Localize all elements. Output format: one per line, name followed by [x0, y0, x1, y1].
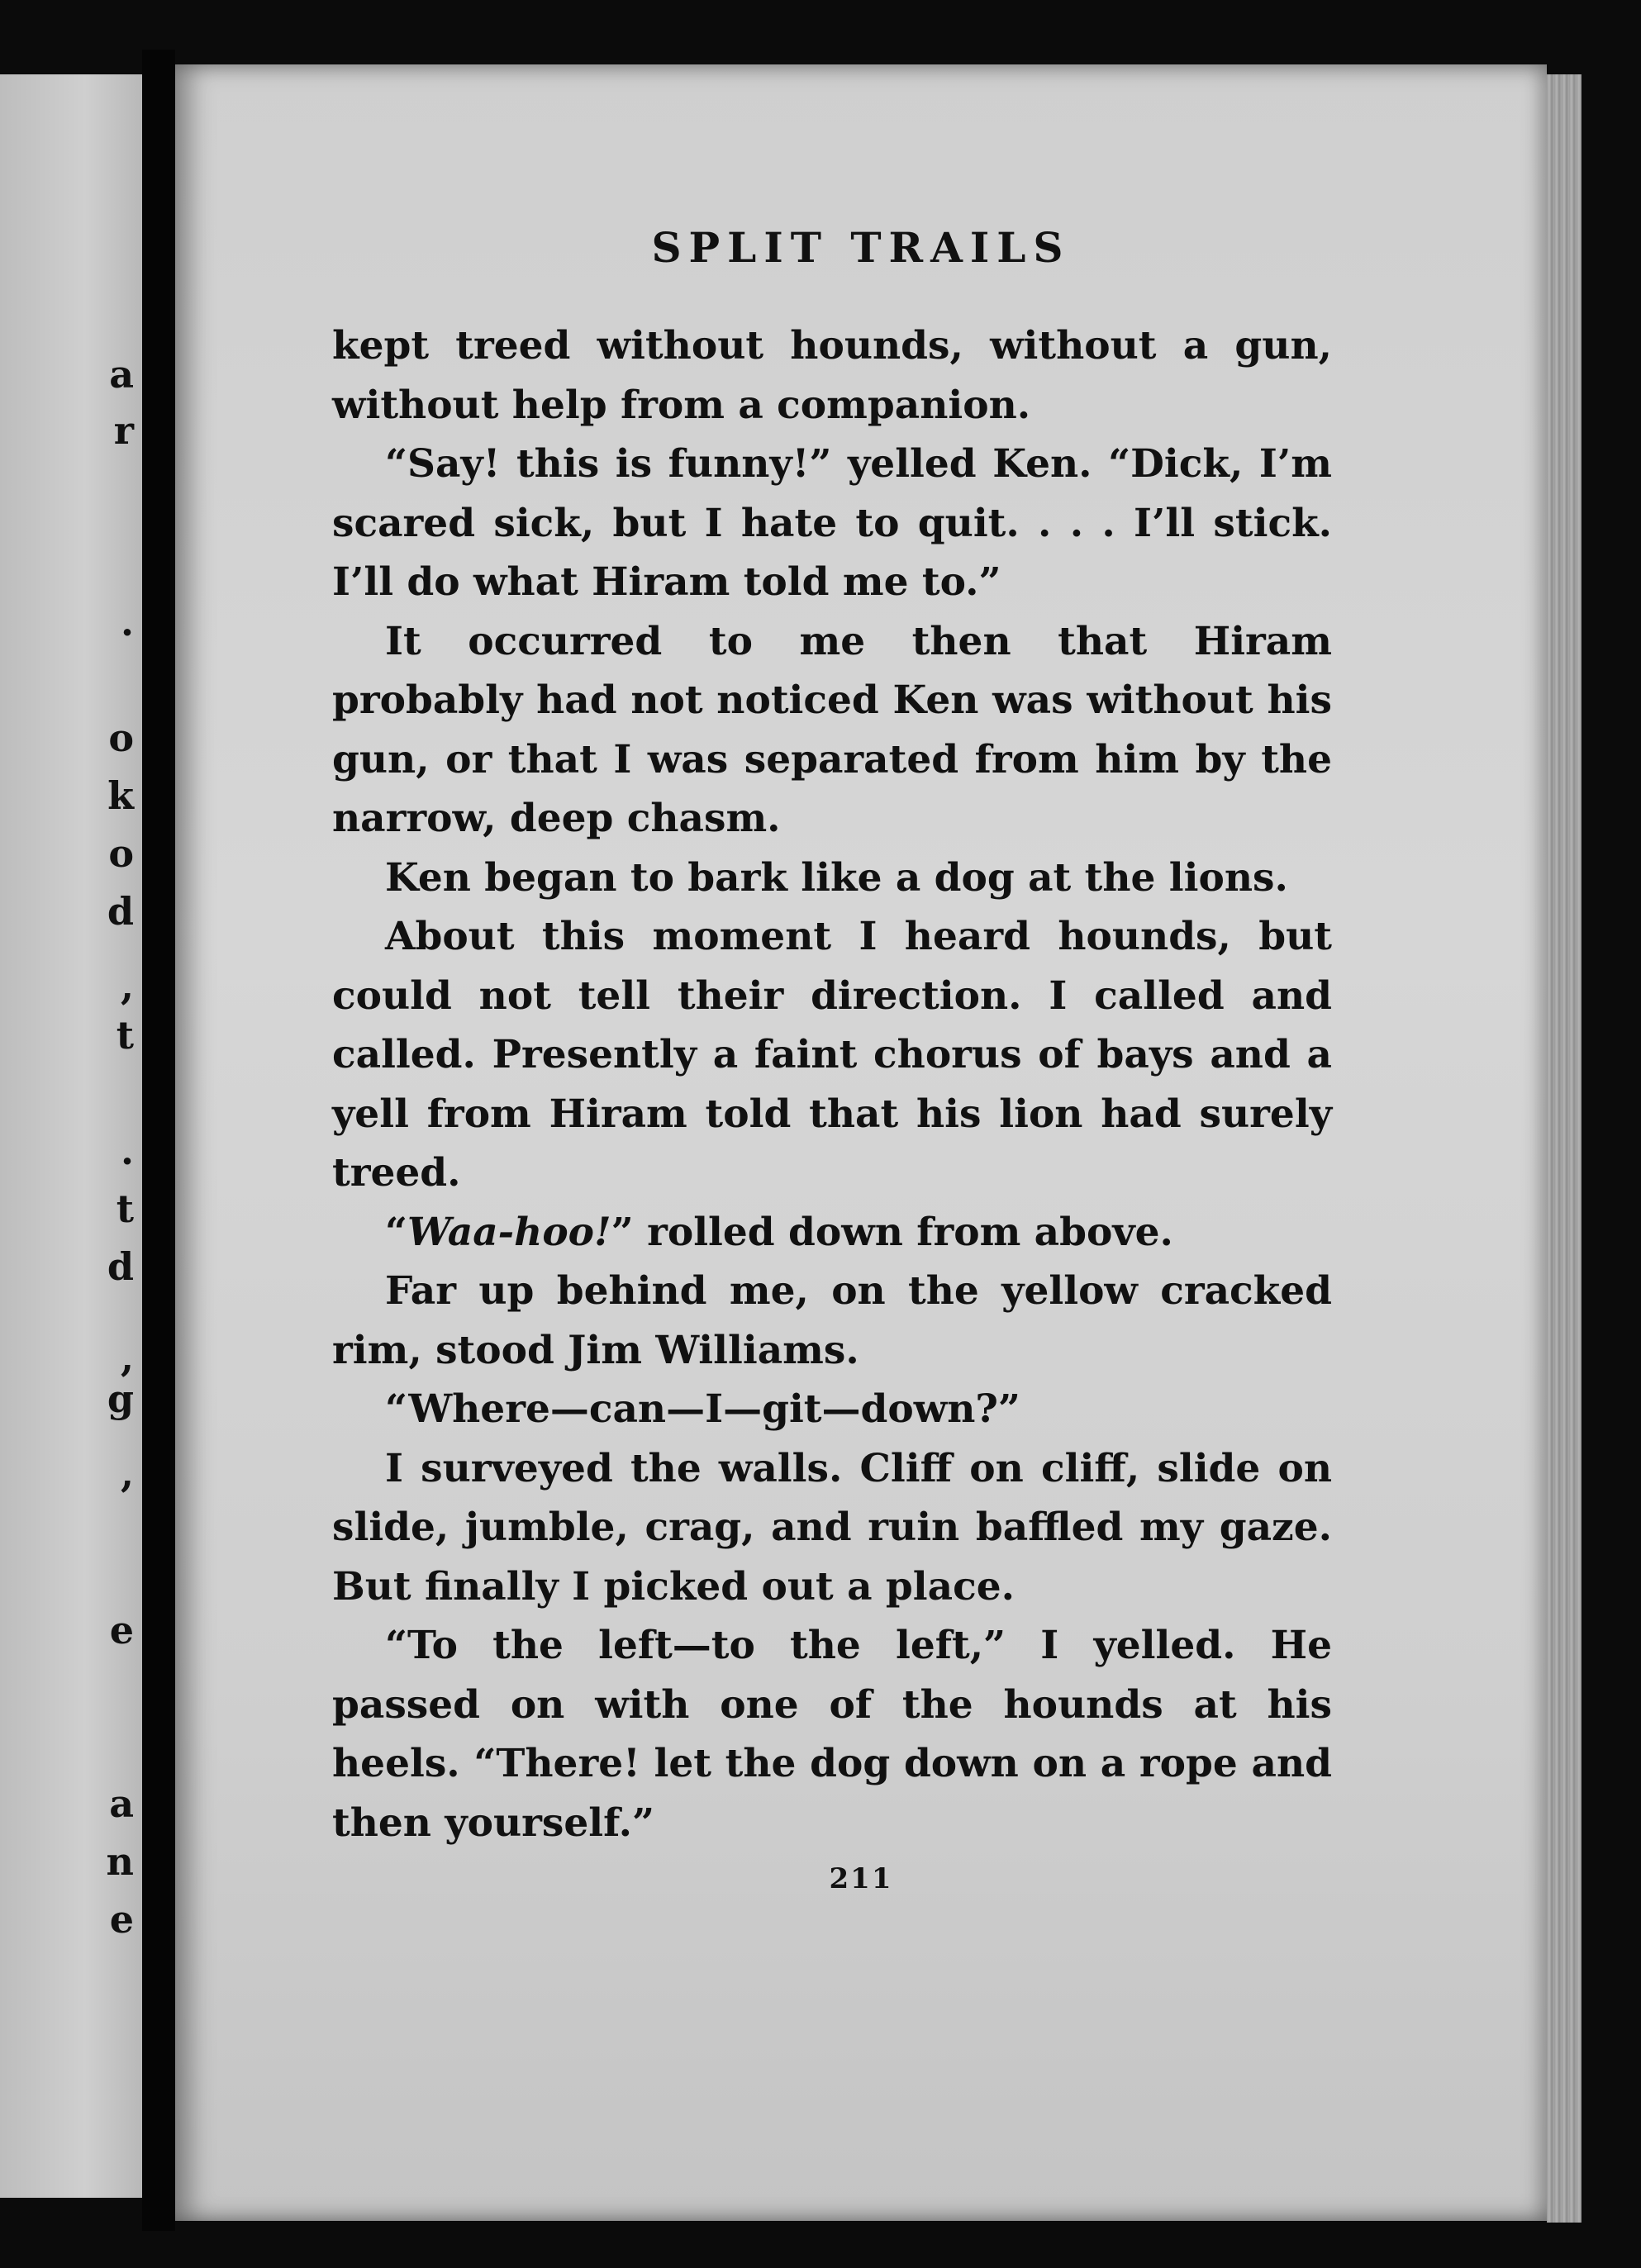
page-stack-edge [1547, 74, 1582, 2223]
edge-character: r [113, 408, 134, 453]
edge-character: t [116, 1186, 134, 1231]
edge-character: o [108, 716, 134, 760]
edge-character: , [120, 963, 134, 1008]
facing-page-edge [0, 74, 142, 2198]
paragraph: I surveyed the walls. Cliff on cliff, slide on slide, jumble, crag, and ruin baffled my gaze. But finally I picked out a place. [332, 1445, 1332, 1609]
edge-character: e [109, 1897, 134, 1942]
edge-character: a [109, 352, 134, 397]
edge-character: n [106, 1839, 134, 1884]
paragraph: “Say! this is funny!” yelled Ken. “Dick, I’m scared sick, but I hate to quit. . . . I’ll stick. I’ll do what Hiram told me to.” [332, 441, 1332, 605]
edge-character: g [107, 1376, 134, 1421]
body-text [332, 316, 1332, 1852]
edge-character: d [107, 1244, 134, 1289]
paragraph: kept treed without hounds, without a gun, without help from a companion. [332, 323, 1332, 428]
edge-character: e [109, 1608, 134, 1652]
paragraph: “Where—can—I—git—down?” [385, 1386, 1020, 1432]
edge-character: o [108, 831, 134, 876]
paragraph: It occurred to me then that Hiram probably had not noticed Ken was without his gun, or that I was separated from him by the narrow, deep chasm. [332, 618, 1332, 841]
open-quote: “ [385, 1209, 408, 1255]
edge-character: , [120, 1451, 134, 1495]
paragraph [332, 1203, 1332, 1262]
paragraph: “To the left—to the left,” I yelled. He passed on with one of the hounds at his heels. “There! let the dog down on a rope and then yourself.” [332, 1623, 1332, 1846]
running-head: SPLIT TRAILS [651, 223, 1071, 272]
book-gutter [142, 50, 175, 2231]
edge-character: , [120, 1335, 134, 1380]
close-quote: ” [611, 1209, 634, 1255]
edge-character: d [107, 889, 134, 934]
page-number: 211 [829, 1862, 893, 1895]
edge-character: a [109, 1781, 134, 1826]
italic-exclamation: Waa-hoo! [407, 1209, 611, 1255]
paragraph: Ken began to bark like a dog at the lions. [385, 854, 1288, 901]
edge-character: k [107, 773, 134, 818]
edge-character: . [120, 600, 134, 644]
paragraph: Far up behind me, on the yellow cracked rim, stood Jim Williams. [332, 1268, 1332, 1373]
edge-character: . [120, 1129, 134, 1173]
paragraph: About this moment I heard hounds, but could not tell their direction. I called and called. Presently a faint chorus of bays and a yell from Hiram told that his lion had surely treed. [332, 914, 1332, 1196]
paragraph-rest: rolled down from above. [633, 1209, 1173, 1255]
edge-character: t [116, 1013, 134, 1058]
